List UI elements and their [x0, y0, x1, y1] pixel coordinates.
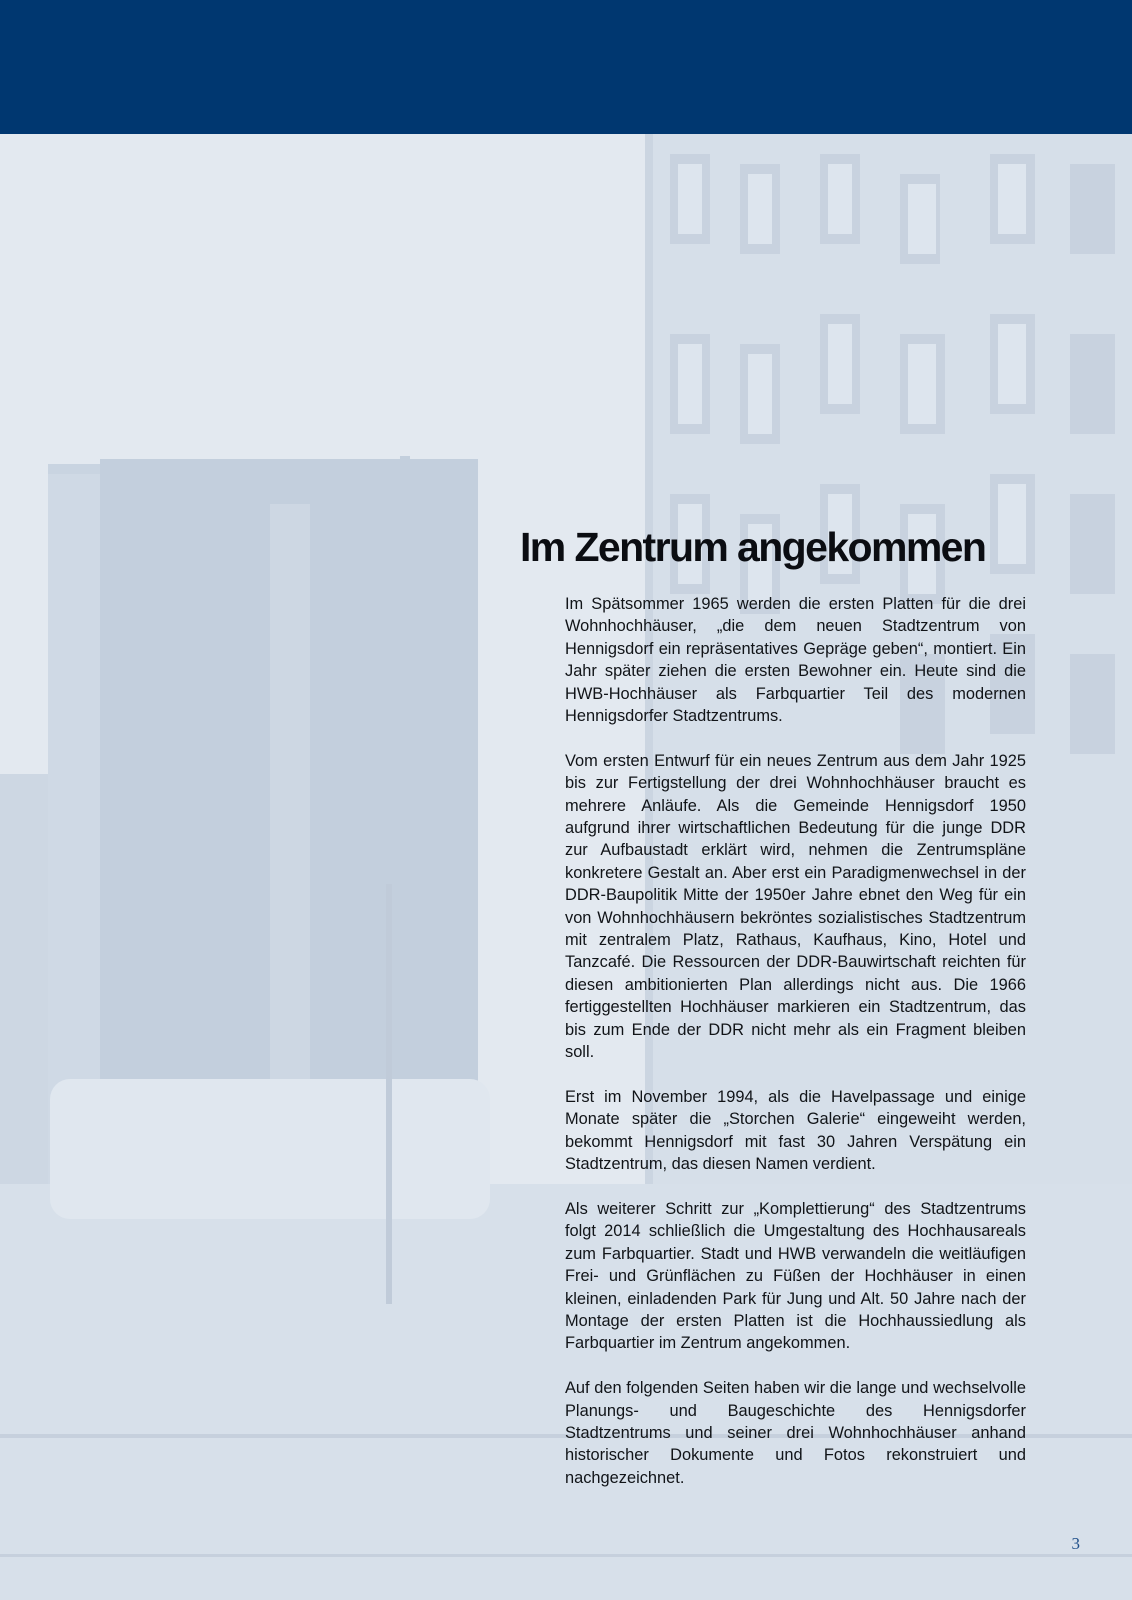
article-paragraph: Vom ersten Entwurf für ein neues Zentrum aus dem Jahr 1925 bis zur Fertigstellung der drei Wohnhochhäuser braucht es mehrere Anläufe. Als die Gemeinde Hennigsdorf 1950 aufgrund ihrer wirtschaftlichen Bedeutung für die junge DDR zur Aufbaustadt erklärt wird, nehmen die Zentrumspläne konkretere Gestalt an. Aber erst ein Paradigmenwechsel in der DDR-Baupolitik Mitte der 1950er Jahre ebnet den Weg für ein von Wohnhochhäusern bekröntes sozialistisches Stadtzentrum mit zentralem Platz, Rathaus, Kaufhaus, Kino, Hotel und Tanzcafé. Die Ressourcen der DDR-Bauwirtschaft reichten für diesen ambitionierten Plan allerdings nicht aus. Die 1966 fertiggestellten Hochhäuser markieren ein Stadtzentrum, das bis zum Ende der DDR nicht mehr als ein Fragment bleiben soll.: [565, 751, 1026, 1062]
page-title: Im Zentrum angekommen: [520, 524, 986, 570]
page-number: 3: [1071, 1534, 1080, 1553]
article-body: [565, 593, 1026, 1512]
article-paragraph: Als weiterer Schritt zur „Komplettierung“ des Stadtzentrums folgt 2014 schließlich die Umgestaltung des Hochhausareals zum Farbquartier. Stadt und HWB verwandeln die weitläufigen Frei- und Grünflächen zu Füßen der Hochhäuser in einen kleinen, einladenden Park für Jung und Alt. 50 Jahre nach der Montage der ersten Platten ist die Hochhaussiedlung als Farbquartier im Zentrum angekommen.: [565, 1199, 1026, 1353]
article-paragraph: Auf den folgenden Seiten haben wir die lange und wechselvolle Planungs- und Baugeschichte des Hennigsdorfer Stadtzentrums und seiner drei Wohnhochhäuser anhand historischer Dokumente und Fotos rekonstruiert und nachgezeichnet.: [565, 1379, 1026, 1487]
article-paragraph: Im Spätsommer 1965 werden die ersten Platten für die drei Wohnhochhäuser, „die dem neuen Stadtzentrum von Hennigsdorf ein repräsentatives Gepräge geben“, montiert. Ein Jahr später ziehen die ersten Bewohner ein. Heute sind die HWB-Hochhäuser als Farbquartier Teil des modernen Hennigsdorfer Stadtzentrums.: [565, 595, 1026, 726]
article-paragraph: Erst im November 1994, als die Havelpassage und einige Monate später die „Storchen Galerie“ eingeweiht werden, bekommt Hennigsdorf mit fast 30 Jahren Verspätung ein Stadtzentrum, das diesen Namen verdient.: [565, 1087, 1026, 1174]
